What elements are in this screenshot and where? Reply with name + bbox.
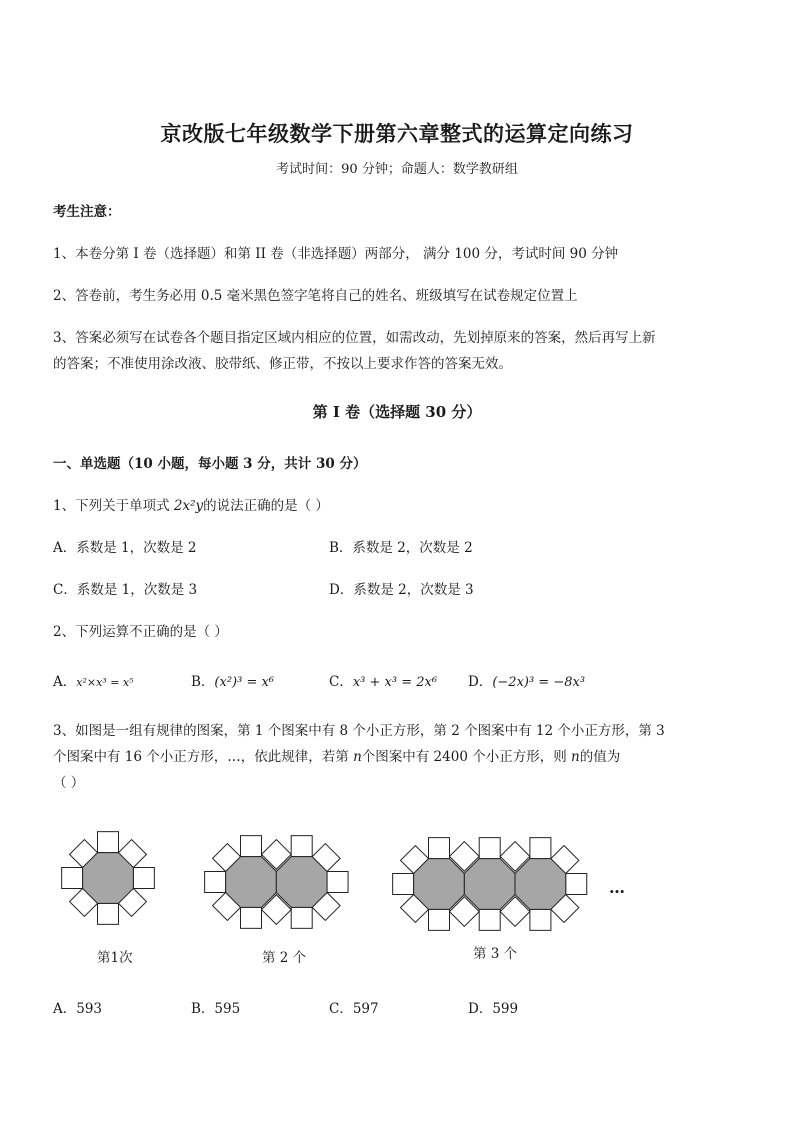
q2-stem: 2、下列运算不正确的是（ ） bbox=[53, 624, 228, 640]
q3-option-d[interactable]: D．599 bbox=[468, 1001, 519, 1017]
part1-heading: 一、单选题（10 小题，每小题 3 分，共计 30 分） bbox=[53, 456, 367, 472]
q3-option-c[interactable]: C．597 bbox=[329, 1001, 379, 1017]
pattern-2-square-top-2 bbox=[291, 836, 312, 857]
q3-line2-b: 个图案中有 2400 个小正方形，则 bbox=[361, 749, 571, 765]
q3-stem-line2 bbox=[53, 745, 620, 765]
pattern-1-square-left bbox=[62, 868, 83, 889]
pattern-2-square-right bbox=[327, 872, 348, 893]
q3-caption-2: 第 2 个 bbox=[262, 950, 307, 966]
q3-caption-3: 第 3 个 bbox=[473, 946, 518, 962]
pattern-2-octagon-2 bbox=[276, 857, 327, 908]
q1-expression: 2x²y bbox=[173, 498, 204, 514]
document-subtitle: 考试时间：90 分钟；命题人：数学教研组 bbox=[276, 162, 518, 177]
pattern-3-octagon-3 bbox=[515, 859, 566, 910]
q2-option-c-label: C． bbox=[329, 674, 353, 690]
q3-var-n-2: n bbox=[571, 749, 580, 765]
q3-line2-c: 的值为 bbox=[579, 749, 621, 765]
pattern-1-square-top-1 bbox=[98, 832, 119, 853]
notice-item-2: 2、答卷前，考生务必用 0.5 毫米黑色签字笔将自己的姓名、班级填写在试卷规定位置上 bbox=[53, 288, 578, 304]
q2-option-d-label: D． bbox=[468, 674, 493, 690]
pattern-3-square-top-3 bbox=[530, 838, 551, 859]
pattern-2-square-left bbox=[205, 872, 226, 893]
q1-option-a[interactable]: A．系数是 1，次数是 2 bbox=[53, 540, 197, 556]
pattern-1-square-bottom-1 bbox=[98, 903, 119, 924]
document-title: 京改版七年级数学下册第六章整式的运算定向练习 bbox=[160, 121, 634, 146]
pattern-3-square-top-1 bbox=[429, 838, 450, 859]
pattern-3-square-left bbox=[393, 874, 414, 895]
q1-stem bbox=[53, 494, 329, 514]
q1-prefix: 1、下列关于单项式 bbox=[53, 498, 174, 514]
q1-option-c[interactable]: C．系数是 1，次数是 3 bbox=[53, 582, 198, 598]
q2-option-a-label: A． bbox=[53, 674, 77, 690]
pattern-2-square-bottom-1 bbox=[241, 907, 262, 928]
pattern-1-octagon-1 bbox=[83, 853, 134, 904]
pattern-3-square-bottom-1 bbox=[429, 909, 450, 930]
q2-option-b-expr: (x²)³ = x⁶ bbox=[214, 675, 275, 690]
q2-option-a-expr: x²×x³ = x⁵ bbox=[76, 676, 134, 689]
q2-option-b-label: B． bbox=[191, 674, 215, 690]
q2-option-b[interactable] bbox=[191, 670, 274, 690]
notice-item-3: 3、答案必须写在试卷各个题目指定区域内相应的位置，如需改动，先划掉原来的答案，然后再写上新 bbox=[53, 330, 656, 346]
q1-option-d[interactable]: D．系数是 2，次数是 3 bbox=[329, 582, 474, 598]
pattern-3-square-bottom-2 bbox=[479, 909, 500, 930]
q2-option-c-expr: x³ + x³ = 2x⁶ bbox=[352, 675, 438, 690]
q2-option-c[interactable] bbox=[329, 670, 437, 690]
q3-line2-a: 个图案中有 16 个小正方形，…，依此规律，若第 bbox=[53, 749, 354, 765]
pattern-3-octagon-1 bbox=[414, 859, 465, 910]
pattern-3-square-bottom-3 bbox=[530, 909, 551, 930]
notice-heading: 考生注意： bbox=[53, 204, 121, 220]
q3-stem-line1: 3、如图是一组有规律的图案，第 1 个图案中有 8 个小正方形，第 2 个图案中有 12 个小正方形，第 3 bbox=[53, 723, 665, 739]
q2-option-a[interactable] bbox=[53, 670, 134, 690]
pattern-3-octagon-2 bbox=[464, 859, 515, 910]
q3-pattern-figure bbox=[55, 820, 645, 970]
q2-option-d[interactable] bbox=[468, 670, 585, 690]
pattern-1-square-right bbox=[133, 868, 154, 889]
section-title: 第 I 卷（选择题 30 分） bbox=[312, 403, 482, 421]
q3-ellipsis: … bbox=[609, 878, 625, 897]
q3-caption-1: 第1次 bbox=[97, 950, 133, 966]
pattern-3-square-right bbox=[566, 874, 587, 895]
pattern-2-square-bottom-2 bbox=[291, 907, 312, 928]
pattern-2-square-top-1 bbox=[241, 836, 262, 857]
q3-option-b[interactable]: B．595 bbox=[191, 1001, 241, 1017]
q1-suffix: 的说法正确的是（ ） bbox=[203, 498, 329, 514]
q3-stem-line3: （ ） bbox=[53, 775, 85, 791]
q1-option-b[interactable]: B．系数是 2，次数是 2 bbox=[329, 540, 473, 556]
q3-var-n: n bbox=[353, 749, 362, 765]
q2-option-d-expr: (−2x)³ = −8x³ bbox=[492, 675, 586, 690]
pattern-3-square-top-2 bbox=[479, 838, 500, 859]
notice-item-1: 1、本卷分第 I 卷（选择题）和第 II 卷（非选择题）两部分， 满分 100 分，考试时间 90 分钟 bbox=[53, 246, 619, 262]
q3-option-a[interactable]: A．593 bbox=[53, 1001, 103, 1017]
notice-item-3-cont: 的答案；不准使用涂改液、胶带纸、修正带，不按以上要求作答的答案无效。 bbox=[53, 356, 512, 372]
pattern-2-octagon-1 bbox=[226, 857, 277, 908]
